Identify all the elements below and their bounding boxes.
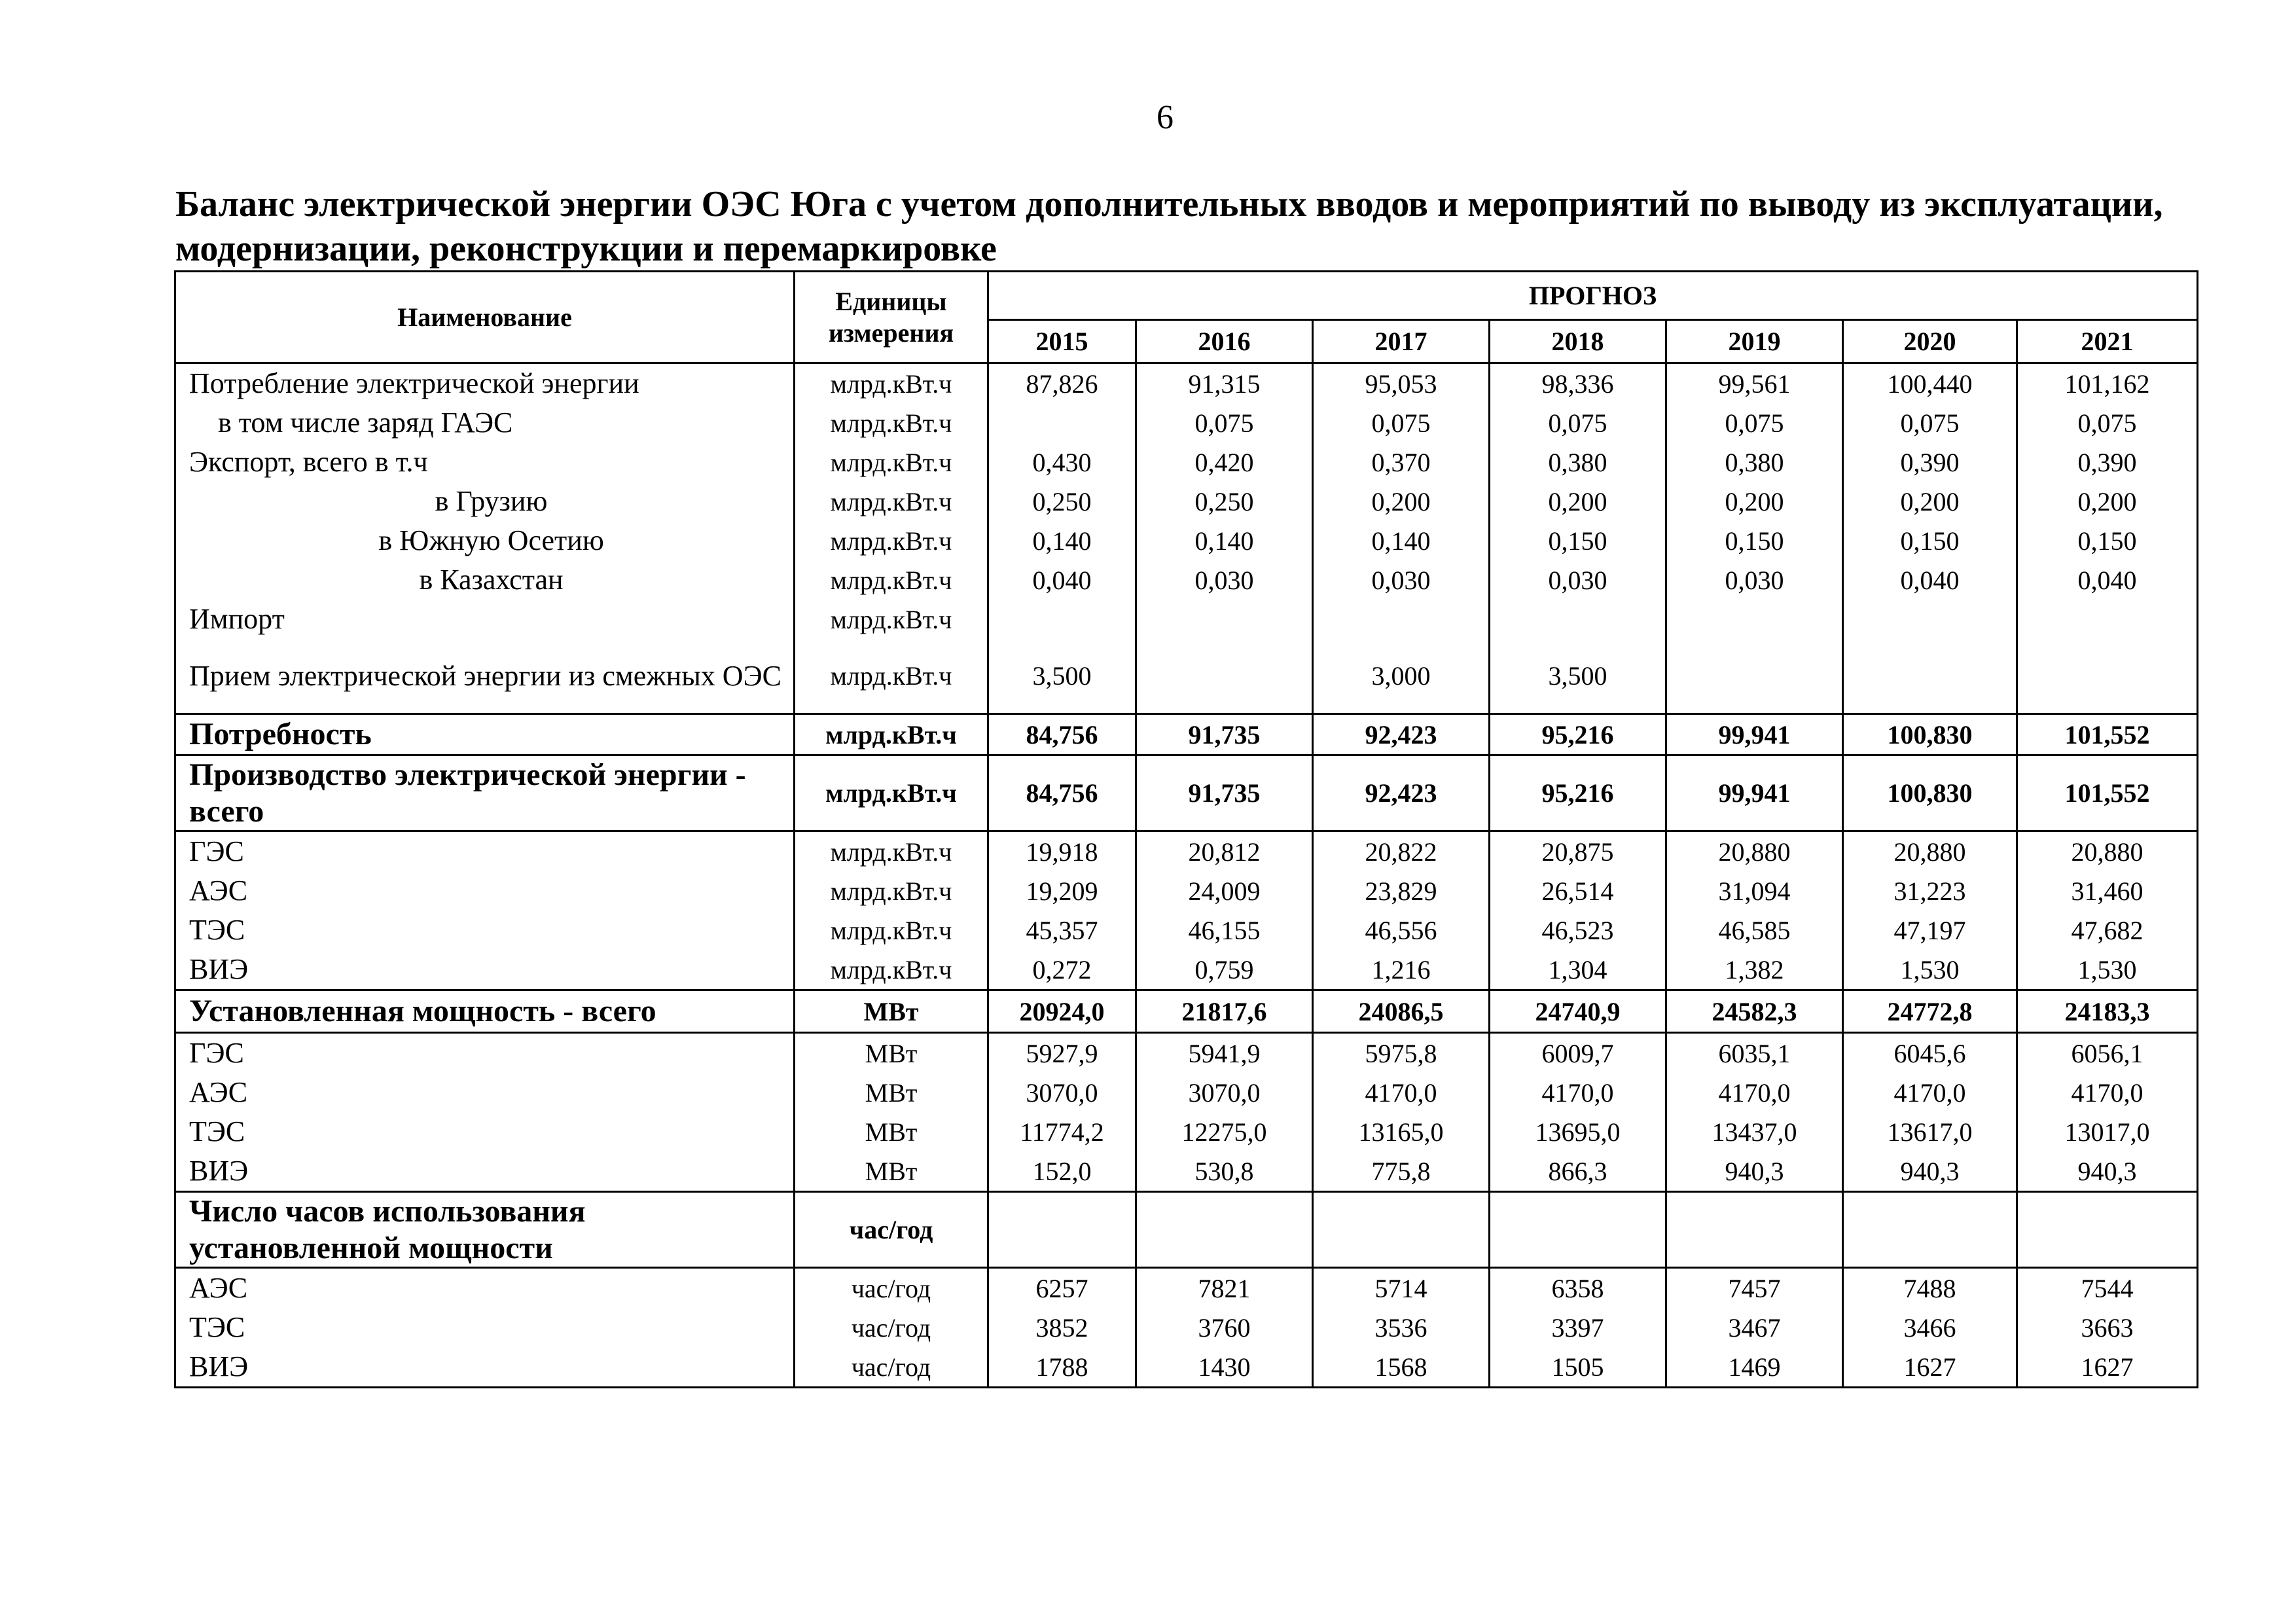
row-value: 0,075 — [1666, 403, 1843, 442]
table-row — [175, 755, 2198, 831]
row-value: 0,150 — [1843, 521, 2017, 560]
table-row — [175, 950, 2198, 990]
row-value: 3070,0 — [1136, 1073, 1313, 1112]
row-value: 91,735 — [1136, 714, 1313, 755]
row-value: 0,420 — [1136, 442, 1313, 482]
row-value: 0,390 — [2017, 442, 2198, 482]
row-value: 24740,9 — [1490, 990, 1666, 1033]
row-value: 940,3 — [1666, 1151, 1843, 1192]
row-value — [2017, 639, 2198, 714]
row-unit: млрд.кВт.ч — [795, 363, 988, 404]
row-value: 0,030 — [1136, 560, 1313, 600]
row-name: АЭС — [175, 1073, 795, 1112]
row-value: 0,150 — [1490, 521, 1666, 560]
row-value: 775,8 — [1313, 1151, 1490, 1192]
row-value: 7544 — [2017, 1268, 2198, 1308]
row-value: 13165,0 — [1313, 1112, 1490, 1151]
header-year: 2015 — [988, 320, 1136, 363]
table-row — [175, 1151, 2198, 1192]
row-value: 91,315 — [1136, 363, 1313, 404]
row-value: 0,040 — [1843, 560, 2017, 600]
row-unit: млрд.кВт.ч — [795, 639, 988, 714]
header-year: 2019 — [1666, 320, 1843, 363]
row-value: 24,009 — [1136, 871, 1313, 911]
row-value: 7488 — [1843, 1268, 2017, 1308]
table-row — [175, 1033, 2198, 1074]
table-row — [175, 714, 2198, 755]
row-value: 5927,9 — [988, 1033, 1136, 1074]
row-value: 3,000 — [1313, 639, 1490, 714]
row-value: 1469 — [1666, 1347, 1843, 1388]
row-name: ГЭС — [175, 1033, 795, 1074]
row-value: 530,8 — [1136, 1151, 1313, 1192]
header-name: Наименование — [175, 272, 795, 363]
row-value: 1,382 — [1666, 950, 1843, 990]
page-number: 6 — [1157, 99, 1174, 136]
row-unit: млрд.кВт.ч — [795, 831, 988, 872]
row-value: 0,075 — [2017, 403, 2198, 442]
row-value: 20,875 — [1490, 831, 1666, 872]
row-value: 95,216 — [1490, 755, 1666, 831]
row-name: Импорт — [175, 600, 795, 639]
row-value: 0,250 — [1136, 482, 1313, 521]
row-unit: МВт — [795, 1151, 988, 1192]
row-name: АЭС — [175, 1268, 795, 1308]
row-value: 0,390 — [1843, 442, 2017, 482]
row-value: 3,500 — [988, 639, 1136, 714]
row-value: 0,140 — [1313, 521, 1490, 560]
header-year: 2021 — [2017, 320, 2198, 363]
row-name: ВИЭ — [175, 1151, 795, 1192]
row-unit: млрд.кВт.ч — [795, 911, 988, 950]
row-value: 46,155 — [1136, 911, 1313, 950]
row-value: 0,030 — [1313, 560, 1490, 600]
table-row — [175, 911, 2198, 950]
table-row — [175, 363, 2198, 404]
row-name: АЭС — [175, 871, 795, 911]
row-value: 3467 — [1666, 1308, 1843, 1347]
row-value: 47,197 — [1843, 911, 2017, 950]
table-row — [175, 871, 2198, 911]
row-unit: млрд.кВт.ч — [795, 482, 988, 521]
row-value: 1627 — [2017, 1347, 2198, 1388]
row-name: Потребление электрической энергии — [175, 363, 795, 404]
row-value: 13437,0 — [1666, 1112, 1843, 1151]
row-value: 4170,0 — [1666, 1073, 1843, 1112]
row-value — [1843, 639, 2017, 714]
row-value: 99,941 — [1666, 714, 1843, 755]
row-value — [988, 403, 1136, 442]
row-value: 1,530 — [2017, 950, 2198, 990]
table-row — [175, 1073, 2198, 1112]
row-value: 5941,9 — [1136, 1033, 1313, 1074]
row-value: 31,094 — [1666, 871, 1843, 911]
row-unit: час/год — [795, 1268, 988, 1308]
row-unit: млрд.кВт.ч — [795, 871, 988, 911]
row-value: 0,140 — [988, 521, 1136, 560]
row-value: 0,250 — [988, 482, 1136, 521]
header-year: 2018 — [1490, 320, 1666, 363]
table-row — [175, 1268, 2198, 1308]
row-value — [1666, 600, 1843, 639]
row-value: 100,440 — [1843, 363, 2017, 404]
row-unit: МВт — [795, 1112, 988, 1151]
row-value: 91,735 — [1136, 755, 1313, 831]
table-row — [175, 521, 2198, 560]
row-value: 0,040 — [2017, 560, 2198, 600]
row-value: 0,150 — [1666, 521, 1843, 560]
row-name: в Грузию — [175, 482, 795, 521]
row-value: 0,370 — [1313, 442, 1490, 482]
table-row — [175, 482, 2198, 521]
row-name: ГЭС — [175, 831, 795, 872]
row-value: 100,830 — [1843, 714, 2017, 755]
row-value: 0,075 — [1136, 403, 1313, 442]
row-value: 12275,0 — [1136, 1112, 1313, 1151]
row-value: 100,830 — [1843, 755, 2017, 831]
row-value: 3466 — [1843, 1308, 2017, 1347]
row-value: 0,030 — [1490, 560, 1666, 600]
row-value: 0,200 — [1666, 482, 1843, 521]
row-value: 0,075 — [1843, 403, 2017, 442]
row-unit: млрд.кВт.ч — [795, 714, 988, 755]
row-value: 0,272 — [988, 950, 1136, 990]
row-value: 13695,0 — [1490, 1112, 1666, 1151]
row-name: Прием электрической энергии из смежных ОЭС — [175, 639, 795, 714]
row-value: 84,756 — [988, 755, 1136, 831]
row-value: 0,380 — [1490, 442, 1666, 482]
row-unit: МВт — [795, 990, 988, 1033]
row-name: Установленная мощность - всего — [175, 990, 795, 1033]
row-value: 47,682 — [2017, 911, 2198, 950]
row-value — [1666, 639, 1843, 714]
row-value: 101,552 — [2017, 714, 2198, 755]
row-value: 98,336 — [1490, 363, 1666, 404]
row-value: 26,514 — [1490, 871, 1666, 911]
row-value: 20,880 — [2017, 831, 2198, 872]
row-value: 99,941 — [1666, 755, 1843, 831]
row-unit: млрд.кВт.ч — [795, 950, 988, 990]
row-value: 940,3 — [1843, 1151, 2017, 1192]
row-value — [2017, 1192, 2198, 1268]
row-value: 0,759 — [1136, 950, 1313, 990]
table-row — [175, 990, 2198, 1033]
row-value: 1505 — [1490, 1347, 1666, 1388]
row-value: 24772,8 — [1843, 990, 2017, 1033]
row-name: в том числе заряд ГАЭС — [175, 403, 795, 442]
row-value: 11774,2 — [988, 1112, 1136, 1151]
row-value: 92,423 — [1313, 755, 1490, 831]
row-value: 6035,1 — [1666, 1033, 1843, 1074]
row-value: 13017,0 — [2017, 1112, 2198, 1151]
row-value: 95,053 — [1313, 363, 1490, 404]
row-value: 31,223 — [1843, 871, 2017, 911]
row-value: 3852 — [988, 1308, 1136, 1347]
row-value: 24582,3 — [1666, 990, 1843, 1033]
row-unit: МВт — [795, 1073, 988, 1112]
row-value: 1627 — [1843, 1347, 2017, 1388]
row-value — [1136, 600, 1313, 639]
row-name: ТЭС — [175, 1308, 795, 1347]
row-value — [1666, 1192, 1843, 1268]
row-value: 20,880 — [1666, 831, 1843, 872]
row-value: 20924,0 — [988, 990, 1136, 1033]
table-row — [175, 1308, 2198, 1347]
row-value — [2017, 600, 2198, 639]
table-row — [175, 600, 2198, 639]
row-value: 0,030 — [1666, 560, 1843, 600]
row-unit: час/год — [795, 1192, 988, 1268]
header-year: 2016 — [1136, 320, 1313, 363]
header-forecast: ПРОГНОЗ — [988, 272, 2198, 320]
row-value: 31,460 — [2017, 871, 2198, 911]
row-value: 4170,0 — [2017, 1073, 2198, 1112]
table-row — [175, 442, 2198, 482]
table-row — [175, 831, 2198, 872]
row-value: 1430 — [1136, 1347, 1313, 1388]
row-value: 4170,0 — [1490, 1073, 1666, 1112]
row-value — [1313, 1192, 1490, 1268]
row-name: Потребность — [175, 714, 795, 755]
row-name: ВИЭ — [175, 950, 795, 990]
row-value: 0,150 — [2017, 521, 2198, 560]
row-value: 6009,7 — [1490, 1033, 1666, 1074]
row-value: 0,075 — [1490, 403, 1666, 442]
row-value — [1843, 600, 2017, 639]
row-name: ТЭС — [175, 1112, 795, 1151]
row-name: Число часов использования установленной мощности — [175, 1192, 795, 1268]
row-value: 1,530 — [1843, 950, 2017, 990]
row-value: 3536 — [1313, 1308, 1490, 1347]
table-row — [175, 1192, 2198, 1268]
table-row — [175, 639, 2198, 714]
row-value: 101,552 — [2017, 755, 2198, 831]
row-value: 3070,0 — [988, 1073, 1136, 1112]
row-value: 13617,0 — [1843, 1112, 2017, 1151]
row-value: 99,561 — [1666, 363, 1843, 404]
row-value — [1843, 1192, 2017, 1268]
table-row — [175, 1112, 2198, 1151]
row-name: в Южную Осетию — [175, 521, 795, 560]
row-value — [988, 1192, 1136, 1268]
row-value: 101,162 — [2017, 363, 2198, 404]
row-value: 46,556 — [1313, 911, 1490, 950]
row-value: 7457 — [1666, 1268, 1843, 1308]
table-row — [175, 403, 2198, 442]
row-value: 45,357 — [988, 911, 1136, 950]
table-row — [175, 1347, 2198, 1388]
row-value: 0,200 — [1313, 482, 1490, 521]
header-unit: Единицы измерения — [795, 272, 988, 363]
row-value: 1788 — [988, 1347, 1136, 1388]
row-unit: млрд.кВт.ч — [795, 600, 988, 639]
row-value: 0,200 — [2017, 482, 2198, 521]
row-value: 21817,6 — [1136, 990, 1313, 1033]
row-value: 19,918 — [988, 831, 1136, 872]
row-value: 4170,0 — [1313, 1073, 1490, 1112]
row-value: 23,829 — [1313, 871, 1490, 911]
row-unit: млрд.кВт.ч — [795, 560, 988, 600]
row-unit: МВт — [795, 1033, 988, 1074]
row-value: 3397 — [1490, 1308, 1666, 1347]
row-value: 0,200 — [1843, 482, 2017, 521]
row-value — [1490, 600, 1666, 639]
row-value: 1,304 — [1490, 950, 1666, 990]
header-year: 2020 — [1843, 320, 2017, 363]
row-value — [1313, 600, 1490, 639]
header-year: 2017 — [1313, 320, 1490, 363]
row-unit: час/год — [795, 1347, 988, 1388]
row-value: 3,500 — [1490, 639, 1666, 714]
table-row — [175, 560, 2198, 600]
row-value: 6358 — [1490, 1268, 1666, 1308]
row-value: 24183,3 — [2017, 990, 2198, 1033]
row-value — [1490, 1192, 1666, 1268]
row-value: 5714 — [1313, 1268, 1490, 1308]
energy-balance-table — [174, 270, 2198, 1388]
row-value: 0,430 — [988, 442, 1136, 482]
row-value: 0,040 — [988, 560, 1136, 600]
row-value: 866,3 — [1490, 1151, 1666, 1192]
row-value: 20,822 — [1313, 831, 1490, 872]
row-value: 4170,0 — [1843, 1073, 2017, 1112]
row-value: 46,523 — [1490, 911, 1666, 950]
row-unit: млрд.кВт.ч — [795, 521, 988, 560]
row-value — [1136, 1192, 1313, 1268]
row-unit: млрд.кВт.ч — [795, 442, 988, 482]
row-value: 0,380 — [1666, 442, 1843, 482]
row-value: 92,423 — [1313, 714, 1490, 755]
row-value: 6045,6 — [1843, 1033, 2017, 1074]
row-name: Производство электрической энергии - всего — [175, 755, 795, 831]
row-value: 3663 — [2017, 1308, 2198, 1347]
row-name: ТЭС — [175, 911, 795, 950]
row-unit: час/год — [795, 1308, 988, 1347]
row-value: 0,140 — [1136, 521, 1313, 560]
row-value: 24086,5 — [1313, 990, 1490, 1033]
row-name: Экспорт, всего в т.ч — [175, 442, 795, 482]
row-value: 0,200 — [1490, 482, 1666, 521]
row-value: 940,3 — [2017, 1151, 2198, 1192]
row-value: 5975,8 — [1313, 1033, 1490, 1074]
row-value: 1,216 — [1313, 950, 1490, 990]
row-value: 84,756 — [988, 714, 1136, 755]
row-value: 20,880 — [1843, 831, 2017, 872]
row-value — [1136, 639, 1313, 714]
row-value: 46,585 — [1666, 911, 1843, 950]
row-value: 6257 — [988, 1268, 1136, 1308]
row-value: 1568 — [1313, 1347, 1490, 1388]
row-unit: млрд.кВт.ч — [795, 403, 988, 442]
row-name: в Казахстан — [175, 560, 795, 600]
row-value: 19,209 — [988, 871, 1136, 911]
row-value — [988, 600, 1136, 639]
row-value: 87,826 — [988, 363, 1136, 404]
row-value: 7821 — [1136, 1268, 1313, 1308]
row-value: 20,812 — [1136, 831, 1313, 872]
row-unit: млрд.кВт.ч — [795, 755, 988, 831]
row-value: 95,216 — [1490, 714, 1666, 755]
row-value: 0,075 — [1313, 403, 1490, 442]
document-title: Баланс электрической энергии ОЭС Юга с учетом дополнительных вводов и мероприятий по выводу из эксплуатации, модернизации, реконструкции и перемаркировке — [175, 184, 2163, 269]
row-value: 3760 — [1136, 1308, 1313, 1347]
row-value: 6056,1 — [2017, 1033, 2198, 1074]
row-name: ВИЭ — [175, 1347, 795, 1388]
row-value: 152,0 — [988, 1151, 1136, 1192]
